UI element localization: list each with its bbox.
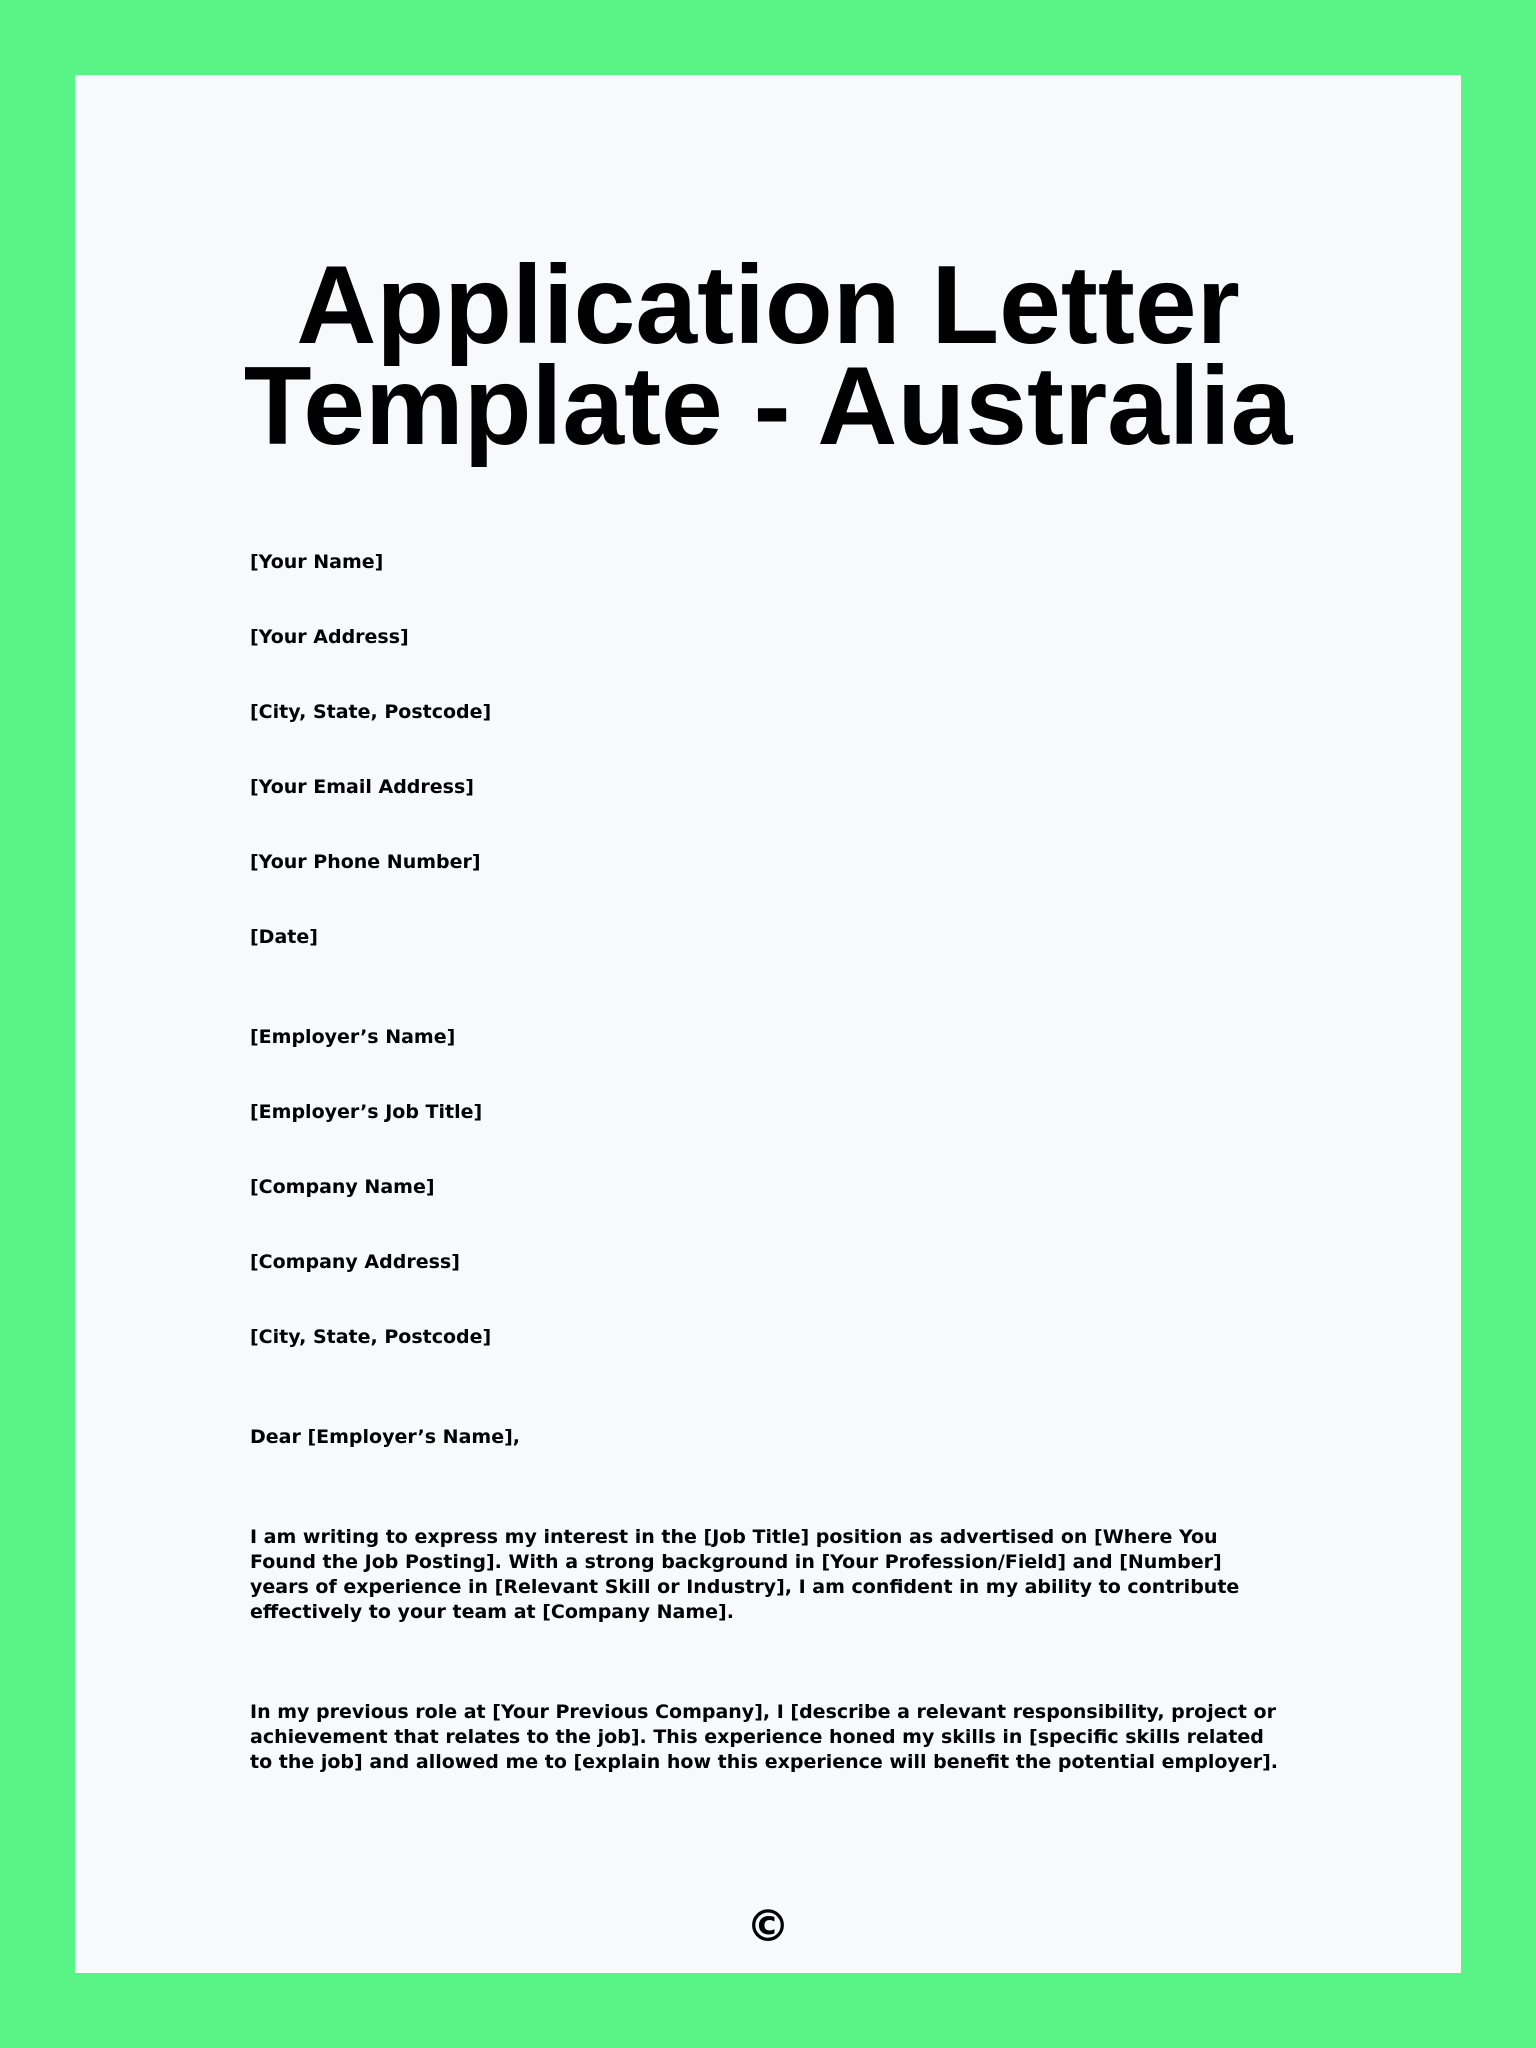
page-title: Application Letter Template - Australia xyxy=(243,243,1293,468)
recipient-company: [Company Name] xyxy=(250,1176,435,1198)
recipient-job-title: [Employer’s Job Title] xyxy=(250,1101,483,1123)
sender-email: [Your Email Address] xyxy=(250,776,474,798)
sender-city-state-postcode: [City, State, Postcode] xyxy=(250,701,492,723)
recipient-name: [Employer’s Name] xyxy=(250,1026,456,1048)
paragraph-2: In my previous role at [Your Previous Company], I [describe a relevant responsibility, project or achievement that relates to the job]. This experience honed my skills in [specific skills related to the job] and allowed me to [explain how this experience will benefit the potential employer]. xyxy=(250,1701,1278,1773)
salutation: Dear [Employer’s Name], xyxy=(250,1426,520,1448)
recipient-city-state-postcode: [City, State, Postcode] xyxy=(250,1326,492,1348)
sender-name: [Your Name] xyxy=(250,551,384,573)
recipient-company-address: [Company Address] xyxy=(250,1251,460,1273)
document-page xyxy=(75,75,1461,1973)
sender-phone: [Your Phone Number] xyxy=(250,851,481,873)
sender-address: [Your Address] xyxy=(250,626,409,648)
copyright-icon: © xyxy=(746,1901,790,1952)
letter-date: [Date] xyxy=(250,926,318,948)
paragraph-1: I am writing to express my interest in the [Job Title] position as advertised on [Where You Found the Job Posting]. With a strong background in [Your Profession/Field] and [Number] years of experience in [Relevant Skill or Industry], I am confident in my ability to contribute effectively to your team at [Company Name]. xyxy=(250,1526,1240,1623)
